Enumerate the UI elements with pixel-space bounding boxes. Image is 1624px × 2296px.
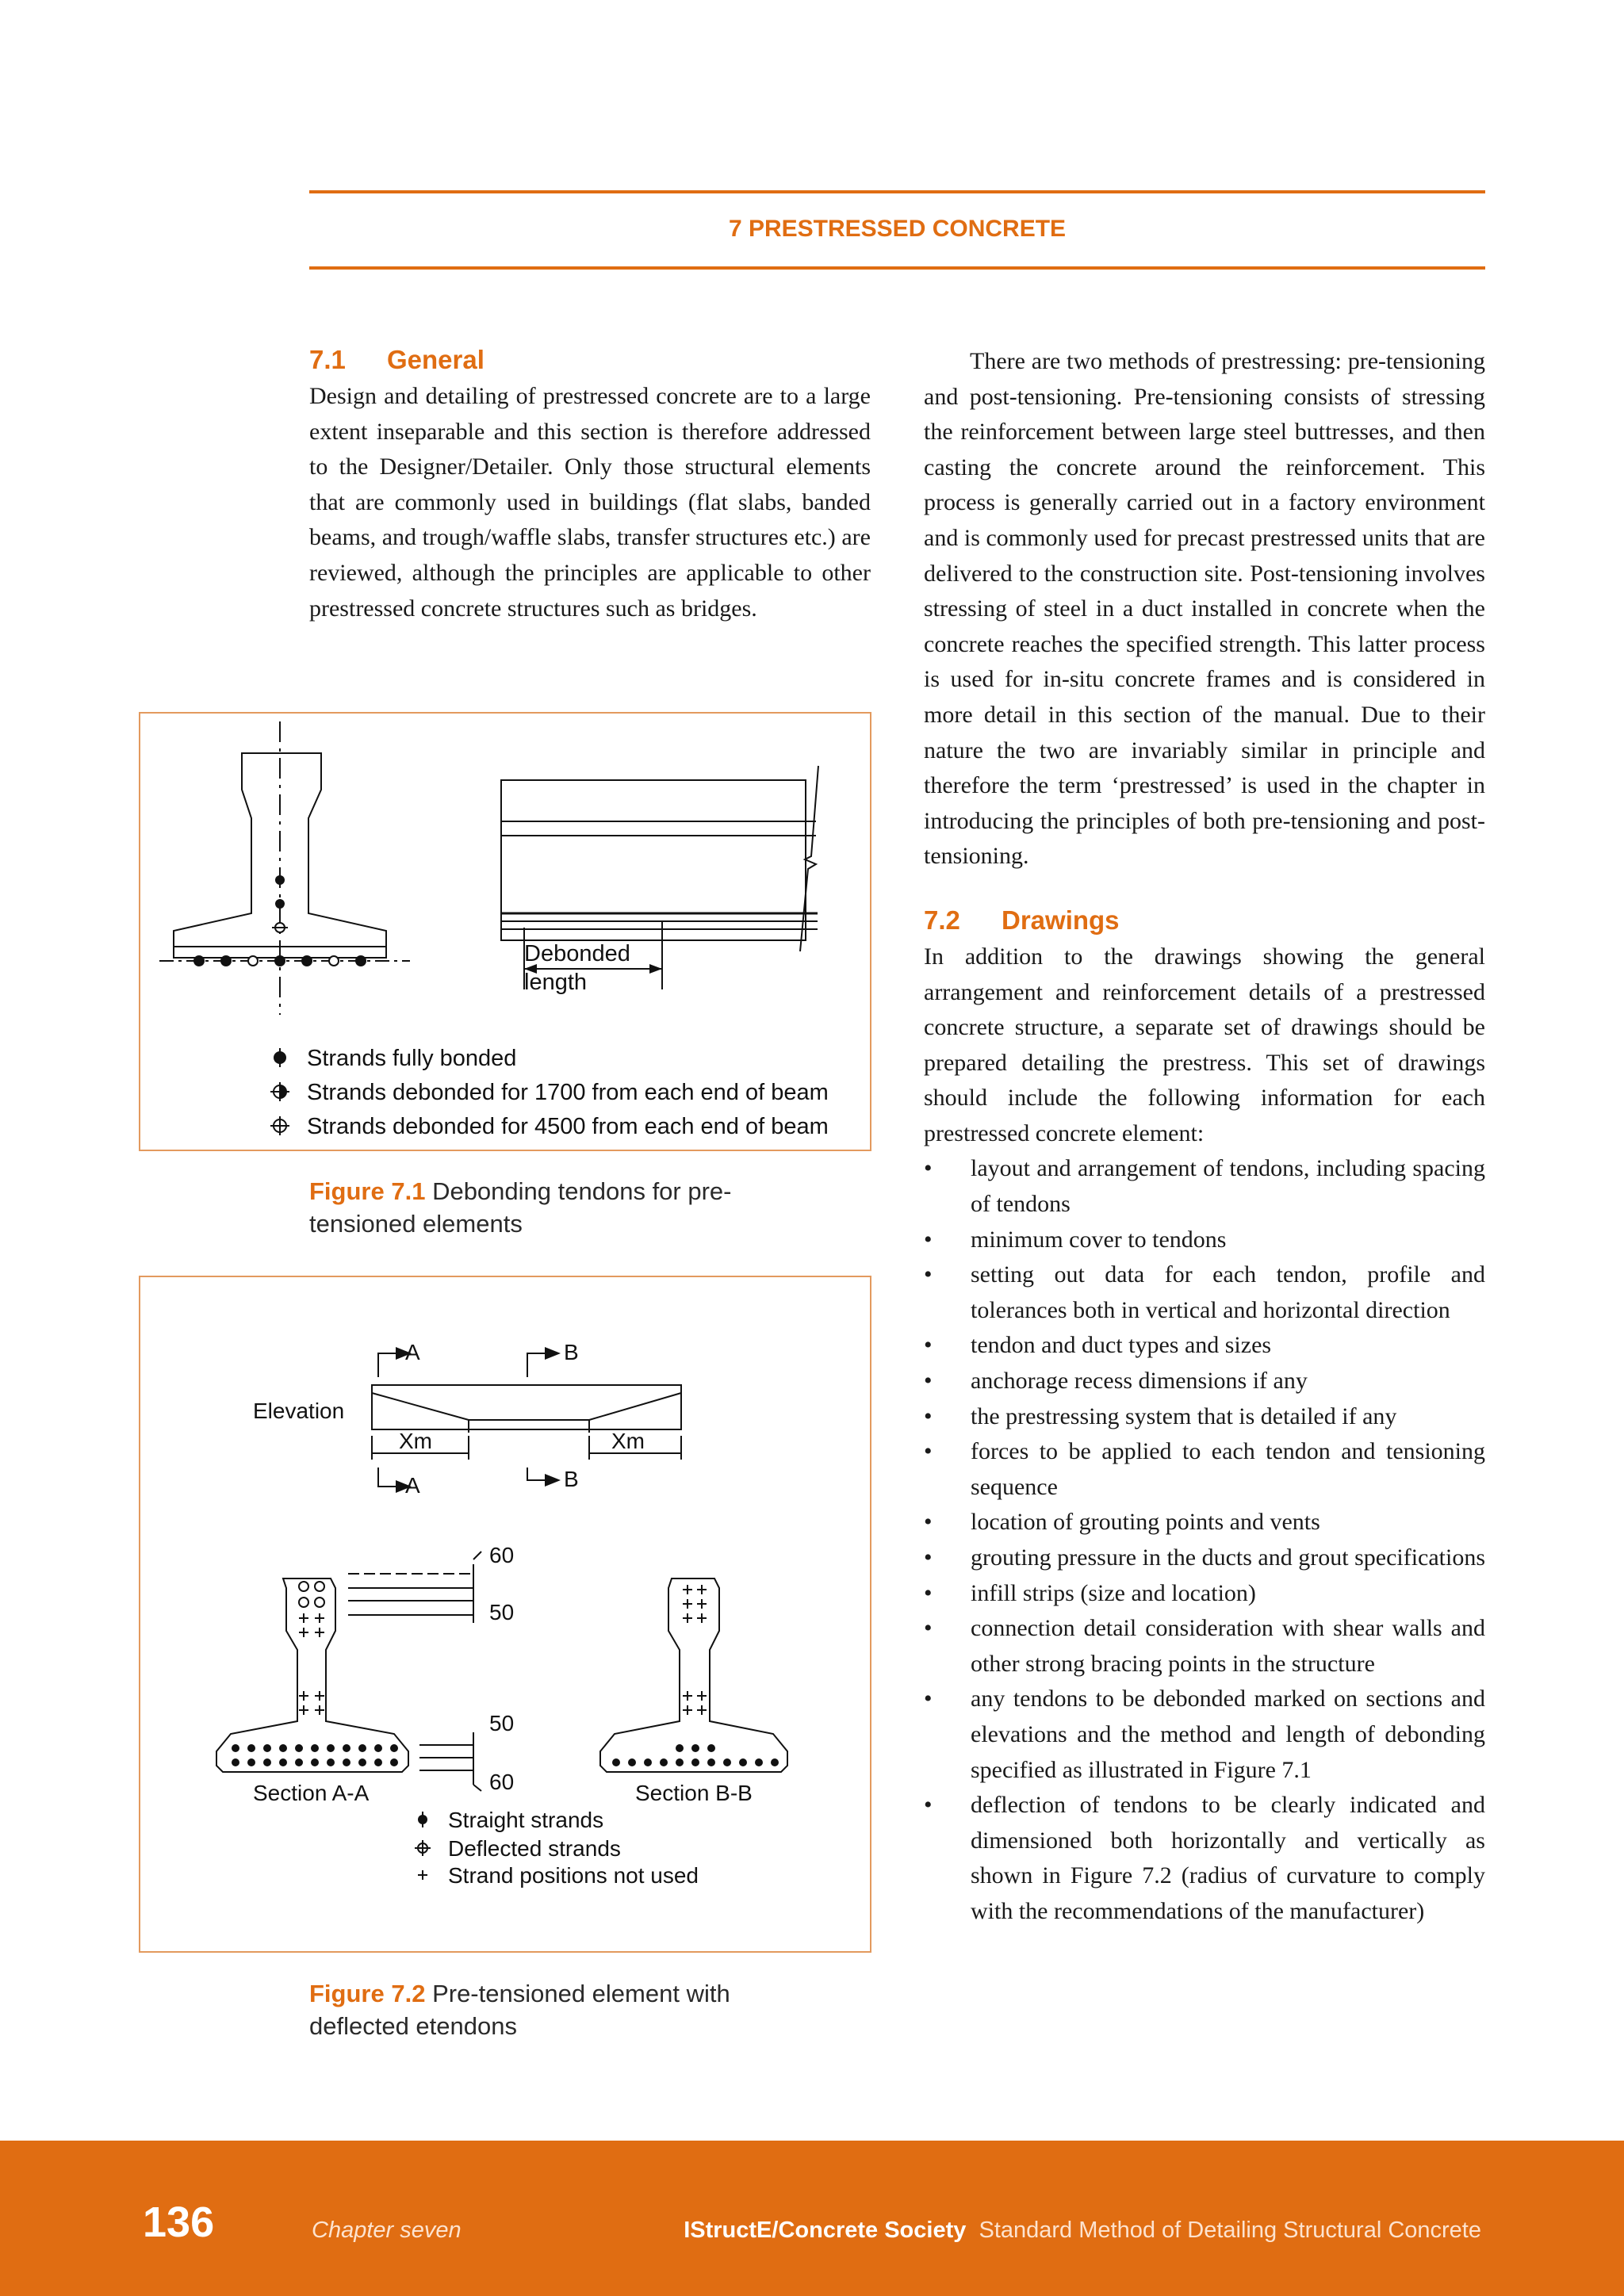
figure-7-2-drawing xyxy=(140,1277,873,1954)
xm-label-right: Xm xyxy=(611,1429,645,1453)
strand-debonded-4500 xyxy=(329,956,339,966)
footer-publisher: IStructE/Concrete Society xyxy=(684,2218,967,2243)
legend-bonded: Strands fully bonded xyxy=(307,1046,517,1071)
section-marker-a-bottom xyxy=(378,1468,396,1487)
strand-debonded-4500 xyxy=(248,956,258,966)
figure-7-1-drawing xyxy=(140,714,873,1153)
list-item: • connection detail consideration with shear walls and other strong bracing points in the structure xyxy=(924,1615,1485,1677)
list-item: • any tendons to be debonded marked on sections and elevations and the method and length of debonding specified as illustrated in Figure 7.1 xyxy=(924,1686,1485,1783)
strand-bonded xyxy=(275,875,285,885)
list-item: • forces to be applied to each tendon and tensioning sequence xyxy=(924,1438,1485,1500)
web-strands xyxy=(272,875,288,932)
running-title: 7 PRESTRESSED CONCRETE xyxy=(728,216,1067,242)
caption-label: Figure 7.1 xyxy=(309,1177,426,1205)
list-item: • minimum cover to tendons xyxy=(924,1226,1227,1253)
arrowhead xyxy=(649,964,662,974)
section-a-a-outline xyxy=(216,1578,408,1772)
section-number: 7.1 xyxy=(309,345,346,374)
dim-label-50-bottom: 50 xyxy=(489,1711,515,1735)
section-marker-a-top xyxy=(378,1353,396,1377)
dim-label-60-bottom: 60 xyxy=(489,1770,515,1794)
section-number: 7.2 xyxy=(924,905,960,935)
methods-paragraph: There are two methods of prestressing: pre-tensioning and post-tensioning. Pre-tensioning consists of stressing the reinforcement between large steel buttresses, and then casting the concrete around the reinforcement. This process is generally carried out in a factory environment and is commonly used for precast prestressed units that are delivered to the construction site. Post-tensioning involves stressing of steel in a duct installed in concrete when the concrete reaches the specified strength. This latter process is used for in-situ concrete frames and is considered in more detail in this section of the manual. Due to their nature the two are invariably similar in principle and therefore the term ‘prestressed’ is used in the chapter in introducing the principles of both pre-tensioning and post-tensioning. xyxy=(924,348,1485,870)
dim-label-60-top: 60 xyxy=(489,1543,515,1567)
footer-book-title: Standard Method of Detailing Structural Concrete xyxy=(979,2218,1481,2243)
section-b-b-label: Section B-B xyxy=(635,1781,753,1805)
section-general xyxy=(309,341,871,626)
section-label-b-bottom: B xyxy=(564,1467,579,1491)
drawings-intro: In addition to the drawings showing the general arrangement and reinforcement details of a prestressed concrete structure, a separate set of drawings should be prepared detailing the prestress. This set of drawings should include the following information for each prestressed concrete element: xyxy=(924,943,1485,1146)
right-column xyxy=(924,344,1485,1930)
figure-7-1-caption xyxy=(309,1175,817,1240)
debonded-label: Debonded xyxy=(524,941,630,966)
dim-label-50-top: 50 xyxy=(489,1600,515,1624)
elevation-label: Elevation xyxy=(253,1399,345,1423)
section-a-a-flange-strands xyxy=(232,1744,398,1766)
list-item: • tendon and duct types and sizes xyxy=(924,1332,1272,1359)
section-marker-b-bottom xyxy=(527,1468,545,1480)
section-heading-7-2 xyxy=(924,901,1485,939)
strand-bonded xyxy=(275,956,285,966)
page-number: 136 xyxy=(143,2198,215,2246)
list-item: • layout and arrangement of tendons, including spacing of tendons xyxy=(924,1155,1485,1218)
header-rule-bottom xyxy=(309,266,1485,270)
deflected-tendon-profile xyxy=(372,1393,681,1420)
caption-text: Debonding tendons for pre-tensioned elements xyxy=(309,1177,732,1238)
caption-label: Figure 7.2 xyxy=(309,1980,426,2007)
general-paragraph: Design and detailing of prestressed concrete are to a large extent inseparable and this section is therefore addressed to the Designer/Detailer. Only those structural elements that are commonly used in buildings (flat slabs, banded beams, and trough/waffle slabs, transfer structures etc.) are reviewed, although the principles are applicable to other prestressed concrete structures such as bridges. xyxy=(309,383,871,622)
figure-7-2-legend xyxy=(415,1808,699,1888)
list-item: • deflection of tendons to be clearly indicated and dimensioned both horizontally and vertically as shown in Figure 7.2 (radius of curvature to comply with the recommendations of the manufacturer) xyxy=(924,1792,1485,1924)
legend-deflected: Deflected strands xyxy=(448,1836,621,1861)
beam-elevation xyxy=(501,780,806,940)
footer-chapter: Chapter seven xyxy=(312,2218,462,2243)
footer-publication xyxy=(684,2218,1481,2244)
figure-7-1-box xyxy=(139,712,871,1151)
strand-bonded xyxy=(356,956,366,966)
list-item: • setting out data for each tendon, profile and tolerances both in vertical and horizontal direction xyxy=(924,1261,1485,1323)
legend-debonded-4500: Strands debonded for 4500 from each end of beam xyxy=(307,1114,829,1139)
section-b-b-strands xyxy=(683,1585,707,1715)
legend-straight: Straight strands xyxy=(448,1808,604,1832)
drawings-bullet-list xyxy=(924,1151,1485,1929)
figure-7-2-caption xyxy=(309,1977,817,2042)
list-item: • the prestressing system that is detailed if any xyxy=(924,1402,1397,1429)
section-b-b-flange-strands xyxy=(612,1744,779,1766)
break-line xyxy=(800,766,818,951)
section-label-b-top: B xyxy=(564,1340,579,1364)
section-a-a-label: Section A-A xyxy=(253,1781,370,1805)
legend-debonded-1700: Strands debonded for 1700 from each end of beam xyxy=(307,1080,829,1105)
list-item: • grouting pressure in the ducts and grout specifications xyxy=(924,1544,1486,1571)
strand-bonded xyxy=(302,956,312,966)
strand-bonded xyxy=(194,956,204,966)
section-marker-b-top xyxy=(527,1353,545,1377)
section-title: Drawings xyxy=(1002,905,1120,935)
list-item: • infill strips (size and location) xyxy=(924,1579,1256,1606)
list-item: • location of grouting points and vents xyxy=(924,1509,1320,1536)
section-b-b-outline xyxy=(600,1578,787,1772)
caption-text: Pre-tensioned element with deflected etendons xyxy=(309,1980,730,2040)
figure-7-2-box xyxy=(139,1276,871,1953)
section-label-a-bottom: A xyxy=(405,1473,420,1498)
strand-bonded xyxy=(221,956,231,966)
xm-label-left: Xm xyxy=(399,1429,432,1453)
debonded-label: length xyxy=(524,970,588,995)
section-heading-7-1 xyxy=(309,341,871,379)
legend-unused: Strand positions not used xyxy=(448,1863,699,1888)
strand-bonded xyxy=(275,899,285,909)
list-item: • anchorage recess dimensions if any xyxy=(924,1368,1308,1395)
section-title: General xyxy=(387,345,485,374)
header-rule-top xyxy=(309,190,1485,193)
section-label-a-top: A xyxy=(405,1340,420,1364)
section-a-a-strands xyxy=(299,1582,324,1715)
figure-7-1-legend xyxy=(270,1046,829,1139)
